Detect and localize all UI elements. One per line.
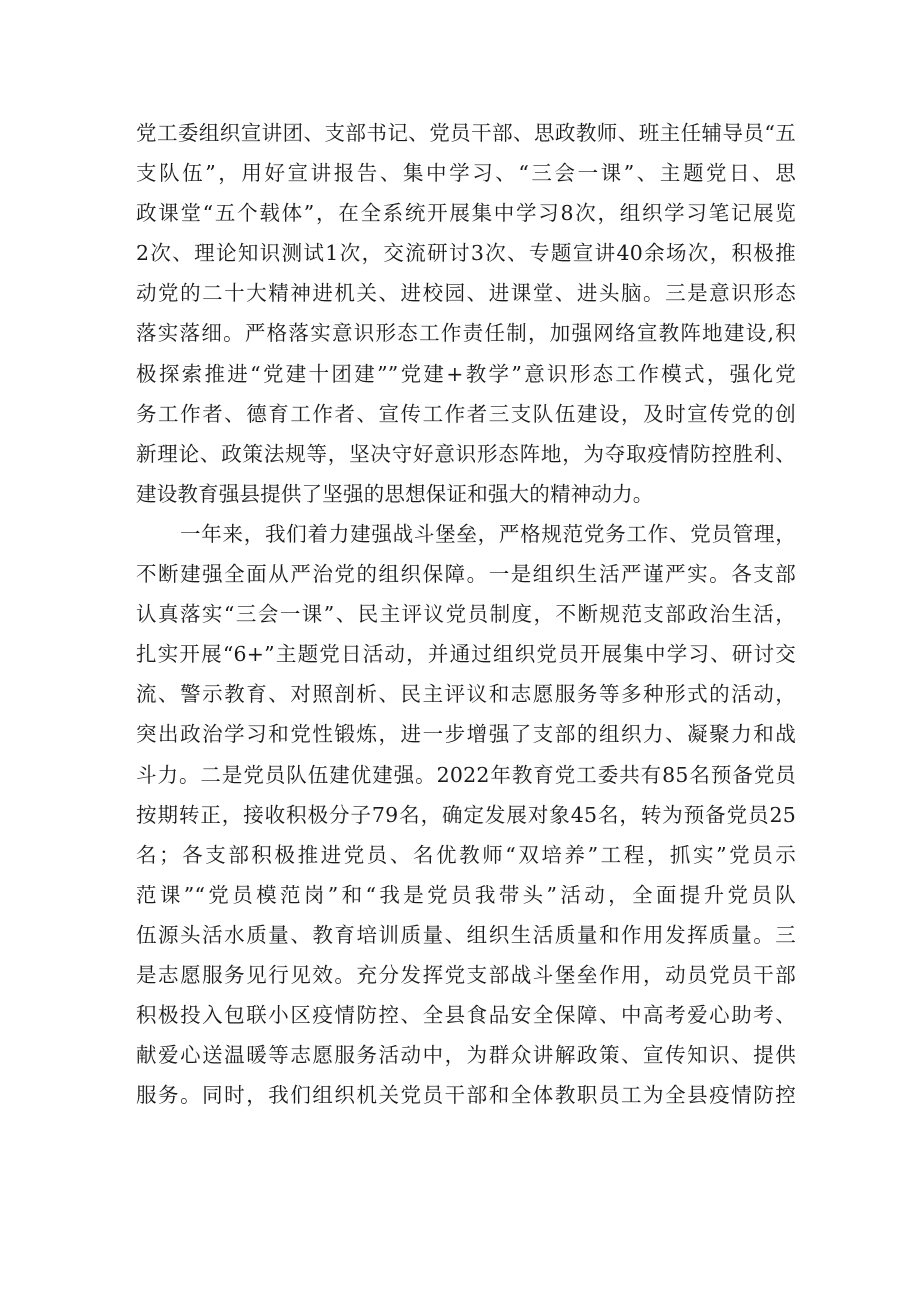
text-line: 务工作者、德育工作者、宣传工作者三支队伍建设，及时宣传党的创 (136, 401, 796, 426)
paragraph-2 (136, 514, 796, 1115)
text-line: 动党的二十大精神进机关、进校园、进课堂、进头脑。三是意识形态 (136, 281, 796, 306)
text-line: 落实落细。严格落实意识形态工作责任制，加强网络宣教阵地建设,积 (136, 321, 796, 346)
text-line: 党工委组织宣讲团、支部书记、党员干部、思政教师、班主任辅导员“五 (136, 121, 796, 145)
text-line: 范课”“党员模范岗”和“我是党员我带头”活动，全面提升党员队 (136, 882, 796, 907)
text-line: 2次、理论知识测试1次，交流研讨3次、专题宣讲40余场次，积极推 (136, 241, 796, 266)
document-body (136, 113, 796, 1115)
text-line: 突出政治学习和党性锻炼，进一步增强了支部的组织力、凝聚力和战 (136, 722, 796, 747)
text-line: 新理论、政策法规等，坚决守好意识形态阵地，为夺取疫情防控胜利、 (136, 441, 796, 466)
text-line: 支队伍”，用好宣讲报告、集中学习、“三会一课”、主题党日、思 (136, 161, 796, 186)
text-line: 极探索推进“党建十团建””党建+教学”意识形态工作模式，强化党 (136, 361, 796, 386)
text-line: 流、警示教育、对照剖析、民主评议和志愿服务等多种形式的活动， (136, 682, 796, 707)
text-line: 扎实开展“6+”主题党日活动，并通过组织党员开展集中学习、研讨交 (136, 642, 796, 667)
text-line: 伍源头活水质量、教育培训质量、组织生活质量和作用发挥质量。三 (136, 922, 796, 947)
text-line: 一年来，我们着力建强战斗堡垒，严格规范党务工作、党员管理， (180, 521, 796, 546)
text-line: 不断建强全面从严治党的组织保障。一是组织生活严谨严实。各支部 (136, 562, 796, 587)
text-line: 献爱心送温暖等志愿服务活动中，为群众讲解政策、宣传知识、提供 (136, 1043, 796, 1068)
text-line: 建设教育强县提供了坚强的思想保证和强大的精神动力。 (136, 481, 654, 506)
text-line: 是志愿服务见行见效。充分发挥党支部战斗堡垒作用，动员党员干部 (136, 962, 796, 987)
text-line: 名；各支部积极推进党员、名优教师“双培养”工程，抓实”党员示 (136, 842, 796, 867)
text-line: 认真落实“三会一课”、民主评议党员制度，不断规范支部政治生活， (136, 602, 796, 627)
paragraph-1 (136, 113, 796, 514)
text-line: 积极投入包联小区疫情防控、全县食品安全保障、中高考爱心助考、 (136, 1003, 796, 1028)
text-line: 斗力。二是党员队伍建优建强。2022年教育党工委共有85名预备党员 (136, 762, 796, 787)
text-line: 服务。同时，我们组织机关党员干部和全体教职员工为全县疫情防控 (136, 1083, 796, 1108)
text-line: 按期转正，接收积极分子79名，确定发展对象45名，转为预备党员25 (136, 802, 796, 827)
text-line: 政课堂“五个载体”，在全系统开展集中学习8次，组织学习笔记展览 (136, 201, 796, 226)
